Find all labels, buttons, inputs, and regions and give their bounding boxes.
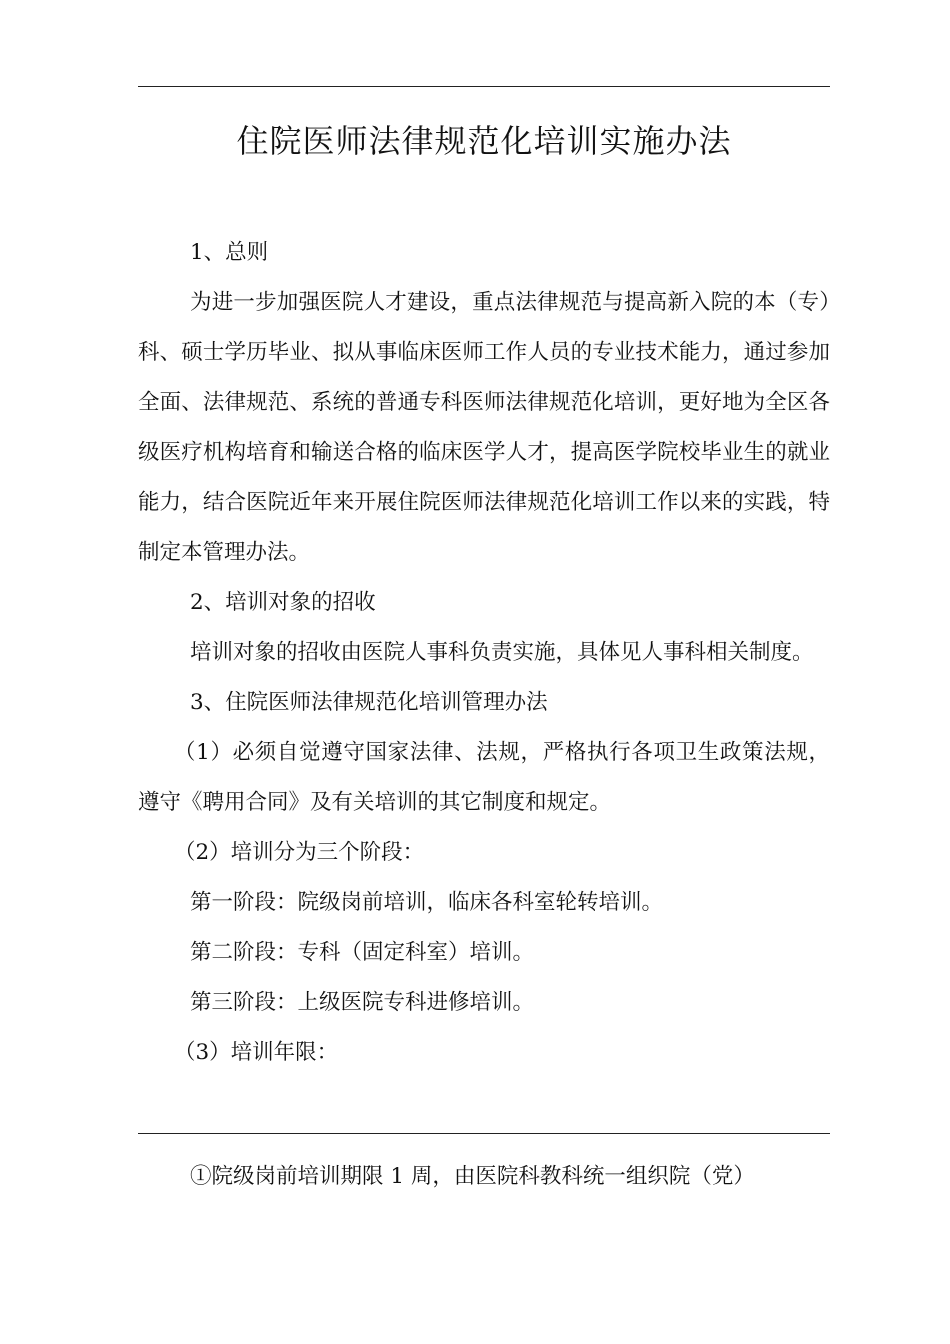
stage-1: 第一阶段：院级岗前培训，临床各科室轮转培训。 (190, 890, 664, 915)
header-rule (138, 86, 830, 87)
page-break-rule (138, 1133, 830, 1134)
paragraph-rule-1: （1）必须自觉遵守国家法律、法规，严格执行各项卫生政策法规，遵守《聘用合同》及有关培训的其它制度和规定。 (138, 740, 830, 815)
section-heading-recruitment: 2、培训对象的招收 (190, 590, 376, 615)
next-page-line: ①院级岗前培训期限 1 周，由医院科教科统一组织院（党） (190, 1164, 755, 1189)
section-heading-general: 1、总则 (190, 240, 269, 265)
paragraph-recruitment: 培训对象的招收由医院人事科负责实施，具体见人事科相关制度。 (190, 640, 814, 665)
paragraph-rule-3: （3）培训年限： (174, 1040, 339, 1065)
paragraph-general: 为进一步加强医院人才建设，重点法律规范与提高新入院的本（专）科、硕士学历毕业、拟从事临床医师工作人员的专业技术能力，通过参加全面、法律规范、系统的普通专科医师法律规范化培训，更好地为全区各级医疗机构培育和输送合格的临床医学人才，提高医学院校毕业生的就业能力，结合医院近年来开展住院医师法律规范化培训工作以来的实践，特制定本管理办法。 (138, 290, 830, 565)
document-title: 住院医师法律规范化培训实施办法 (236, 122, 732, 160)
stage-3: 第三阶段：上级医院专科进修培训。 (190, 990, 535, 1015)
section-heading-management: 3、住院医师法律规范化培训管理办法 (190, 690, 548, 715)
document-body (138, 228, 830, 1078)
paragraph-rule-2: （2）培训分为三个阶段： (174, 840, 425, 865)
stage-2: 第二阶段：专科（固定科室）培训。 (190, 940, 535, 965)
